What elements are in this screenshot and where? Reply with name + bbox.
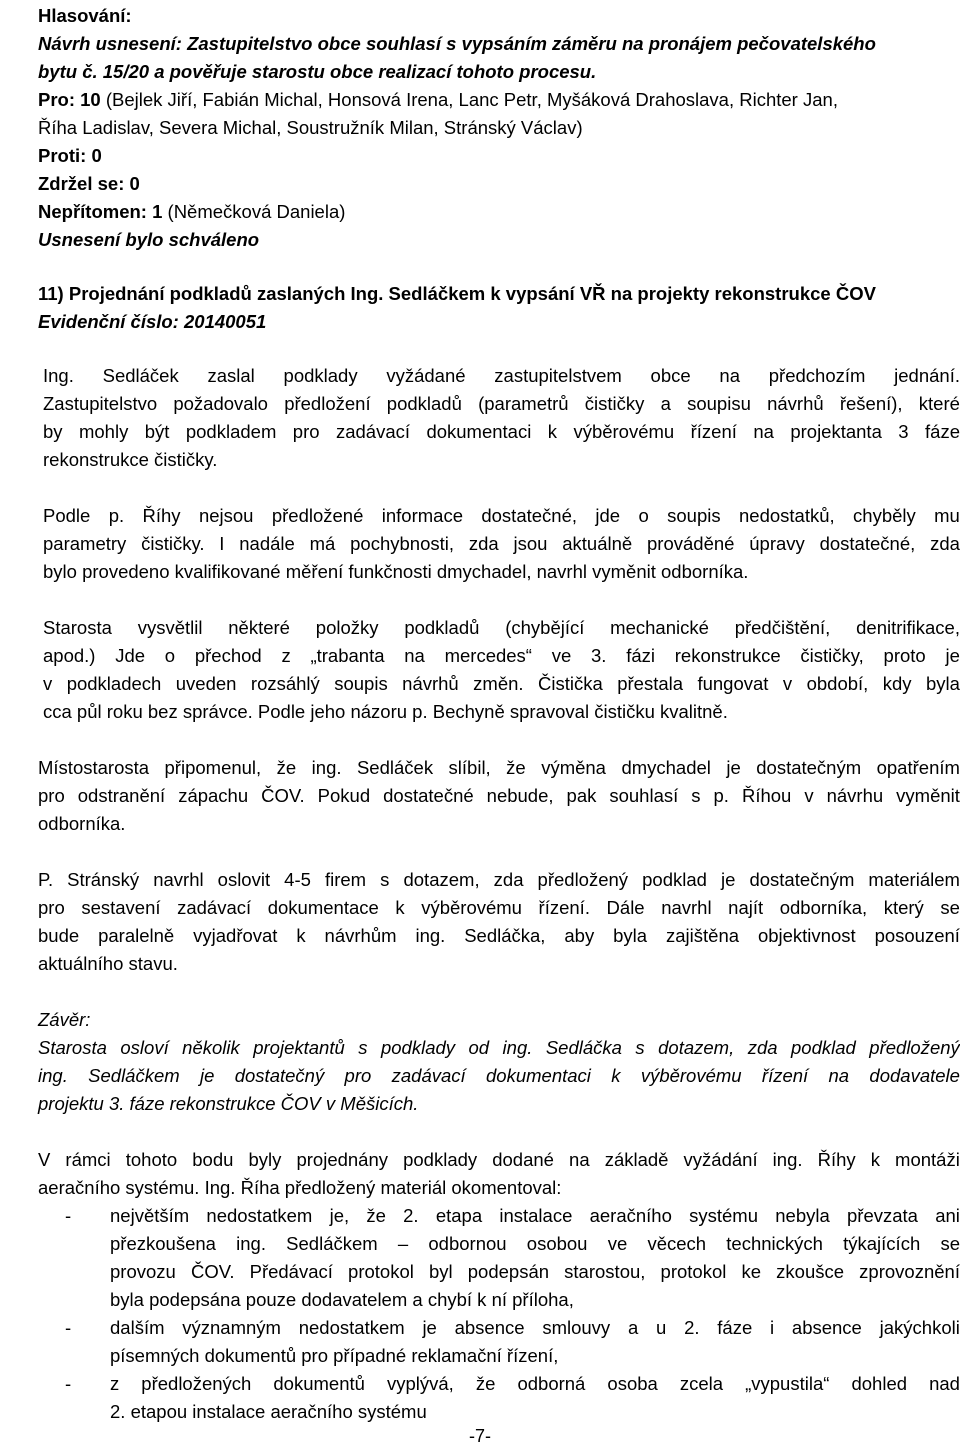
bullet-2-line: písemných dokumentů pro případné reklamační řízení,: [110, 1345, 559, 1366]
bullet-dash: -: [65, 1373, 72, 1394]
bullet-3-line: 2. etapou instalace aeračního systému: [110, 1401, 427, 1422]
para5-line: bude paralelně vyjadřovat k návrhům ing. Sedláčka, aby byla zajištěna objektivnost posouzení: [38, 925, 960, 946]
para4-line: pro odstranění zápachu ČOV. Pokud dostatečné nebude, pak souhlasí s p. Říhou v návrhu vyměnit: [38, 785, 960, 806]
resolution-line-2: bytu č. 15/20 a pověřuje starostu obce realizací tohoto procesu.: [38, 61, 597, 82]
vote-proti: Proti: 0: [38, 145, 102, 166]
conclusion-line: Starosta osloví několik projektantů s podklady od ing. Sedláčka s dotazem, zda podklad předložený: [38, 1037, 960, 1058]
conclusion-label: Závěr:: [38, 1009, 91, 1030]
bullet-1-line: největším nedostatkem je, že 2. etapa instalace aeračního systému nebyla převzata ani: [110, 1205, 960, 1226]
page-number: -7-: [469, 1426, 491, 1446]
vote-result: Usnesení bylo schváleno: [38, 229, 260, 250]
para2-line: Podle p. Říhy nejsou předložené informace dostatečné, jde o soupis nedostatků, chyběly mu: [43, 505, 960, 526]
para6-line: V rámci tohoto bodu byly projednány podklady dodané na základě vyžádání ing. Říhy k montáži: [38, 1149, 960, 1170]
para5-line: P. Stránský navrhl oslovit 4-5 firem s dotazem, zda předložený podklad je dostatečným materiálem: [38, 869, 960, 890]
para3-line: Starosta vysvětlil některé položky podkladů (chybějící mechanické předčištění, denitrifikace,: [43, 617, 960, 638]
para4-line: Místostarosta připomenul, že ing. Sedláček slíbil, že výměna dmychadel je dostatečným opatřením: [38, 757, 960, 778]
para3-line: apod.) Jde o přechod z „trabanta na mercedes“ ve 3. fázi rekonstrukce čističky, proto je: [43, 645, 960, 666]
para5-line: pro sestavení zadávací dokumentace k výběrovému řízení. Dále navrhl najít odborníka, který se: [38, 897, 960, 918]
bullet-dash: -: [65, 1317, 72, 1338]
para3-line: v podkladech uveden rozsáhlý soupis návrhů změn. Čistička přestala fungovat v období, kdy byla: [43, 673, 960, 694]
resolution-line-1: Návrh usnesení: Zastupitelstvo obce souhlasí s vypsáním záměru na pronájem pečovatelského: [38, 33, 876, 54]
vote-nepritomen: [38, 198, 345, 226]
vote-heading: Hlasování:: [38, 5, 132, 26]
vote-pro-names-2: Říha Ladislav, Severa Michal, Soustružník Milan, Stránský Václav): [38, 117, 583, 138]
item-evid-number: Evidenční číslo: 20140051: [38, 311, 267, 332]
para1-line: Ing. Sedláček zaslal podklady vyžádané zastupitelstvem obce na předchozím jednání.: [43, 365, 960, 386]
vote-pro-label: Pro: 10: [38, 89, 101, 110]
bullet-3-line: z předložených dokumentů vyplývá, že odborná osoba zcela „vypustila“ dohled nad: [110, 1373, 960, 1394]
para1-line: rekonstrukce čističky.: [43, 449, 218, 470]
bullet-1-line: přezkoušena ing. Sedláčkem – odbornou osobou ve věcech technických týkajících se: [110, 1233, 960, 1254]
para2-line: bylo provedeno kvalifikované měření funkčnosti dmychadel, navrhl vyměnit odborníka.: [43, 561, 749, 582]
para6-line: aeračního systému. Ing. Říha předložený materiál okomentoval:: [38, 1177, 562, 1198]
vote-pro-line: [38, 86, 838, 114]
para5-line: aktuálního stavu.: [38, 953, 178, 974]
para3-line: cca půl roku bez správce. Podle jeho názoru p. Bechyně spravoval čističku kvalitně.: [43, 701, 728, 722]
vote-zdrzel: Zdržel se: 0: [38, 173, 140, 194]
bullet-1-line: byla podepsána pouze dodavatelem a chybí k ní příloha,: [110, 1289, 574, 1310]
conclusion-line: ing. Sedláčkem je dostatečný pro zadávací dokumentaci k výběrovému řízení na dodavatele: [38, 1065, 960, 1086]
vote-pro-names-1: (Bejlek Jiří, Fabián Michal, Honsová Irena, Lanc Petr, Myšáková Drahoslava, Richter Jan,: [105, 89, 838, 110]
para1-line: Zastupitelstvo požadovalo předložení podkladů (parametrů čističky a soupisu návrhů řešení), které: [43, 393, 960, 414]
bullet-dash: -: [65, 1205, 72, 1226]
vote-nepritomen-label: Nepřítomen: 1: [38, 201, 163, 222]
bullet-2-line: dalším významným nedostatkem je absence smlouvy a u 2. fáze i absence jakýchkoli: [110, 1317, 960, 1338]
item-title: 11) Projednání podkladů zaslaných Ing. Sedláčkem k vypsání VŘ na projekty rekonstrukce ČOV: [38, 283, 876, 304]
conclusion-line: projektu 3. fáze rekonstrukce ČOV v Měšicích.: [38, 1093, 419, 1114]
para1-line: by mohly být podkladem pro zadávací dokumentaci k výběrovému řízení na projektanta 3 fáze: [43, 421, 960, 442]
para4-line: odborníka.: [38, 813, 126, 834]
bullet-1-line: provozu ČOV. Předávací protokol byl podepsán starostou, protokol ke zkoušce zprovoznění: [110, 1261, 960, 1282]
vote-nepritomen-name: (Němečková Daniela): [167, 201, 346, 222]
para2-line: parametry čističky. I nadále má pochybnosti, zda jsou aktuálně prováděné úpravy dostatečné, zda: [43, 533, 960, 554]
